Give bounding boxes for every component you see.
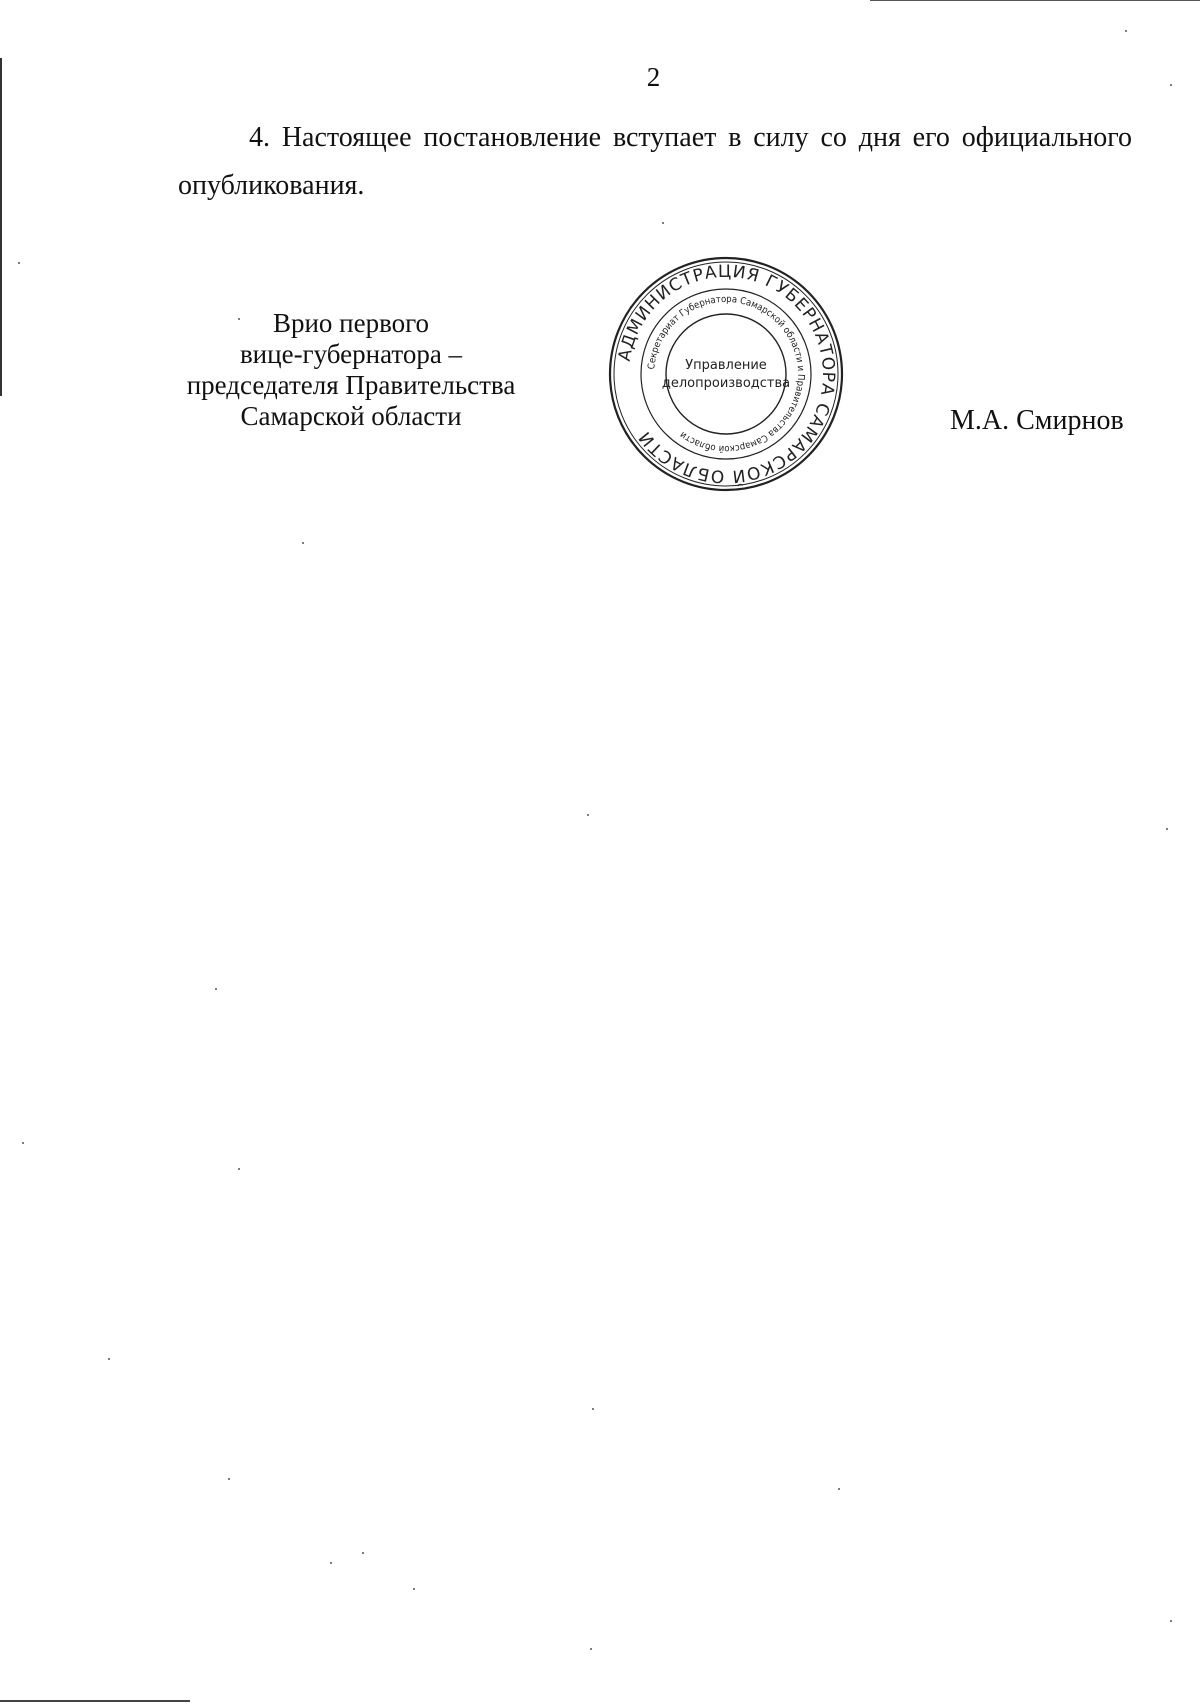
scan-edge-left [0,58,2,396]
seal-inner-text: Секретариат Губернатора Самарской области и Правительства Самарской области [646,293,807,455]
scan-speck [587,814,589,816]
seal-center-line-1: Управление [685,358,767,373]
official-seal [606,254,846,494]
signatory-title [170,308,532,432]
scan-edge-top [870,0,1200,1]
signatory-title-line: вице-губернатора – [239,339,463,369]
scan-speck [22,1142,24,1144]
scan-speck [1166,828,1168,830]
seal-center-line-2: делопроизводства [661,376,791,391]
scan-speck [362,1552,364,1554]
scan-speck [662,222,664,224]
scan-speck [1125,30,1127,32]
scan-speck [1170,84,1172,86]
scan-speck [590,1648,592,1650]
scan-speck [238,318,240,320]
page-number: 2 [646,62,661,92]
decree-paragraph: 4. Настоящее постановление вступает в силу со дня его официального опубликования. [178,122,1132,201]
seal-outer-text: АДМИНИСТРАЦИЯ ГУБЕРНАТОРА САМАРСКОЙ ОБЛАСТИ [614,261,839,487]
scan-speck [108,1358,110,1360]
scan-speck [592,1408,594,1410]
signer-name: М.А. Смирнов [950,405,1124,436]
scan-speck [413,1588,415,1590]
scan-speck [215,988,217,990]
signatory-title-line: председателя Правительства [186,370,516,400]
scan-edge-bottom [0,1700,190,1702]
scan-speck [1170,1620,1172,1622]
scan-speck [330,1562,332,1564]
scan-speck [838,1488,840,1490]
scan-speck [228,1478,230,1480]
scan-speck [18,262,20,264]
signatory-title-line: Врио первого [272,308,430,338]
scan-speck [238,1168,240,1170]
signatory-title-line: Самарской области [240,401,462,431]
scan-speck [302,542,304,544]
